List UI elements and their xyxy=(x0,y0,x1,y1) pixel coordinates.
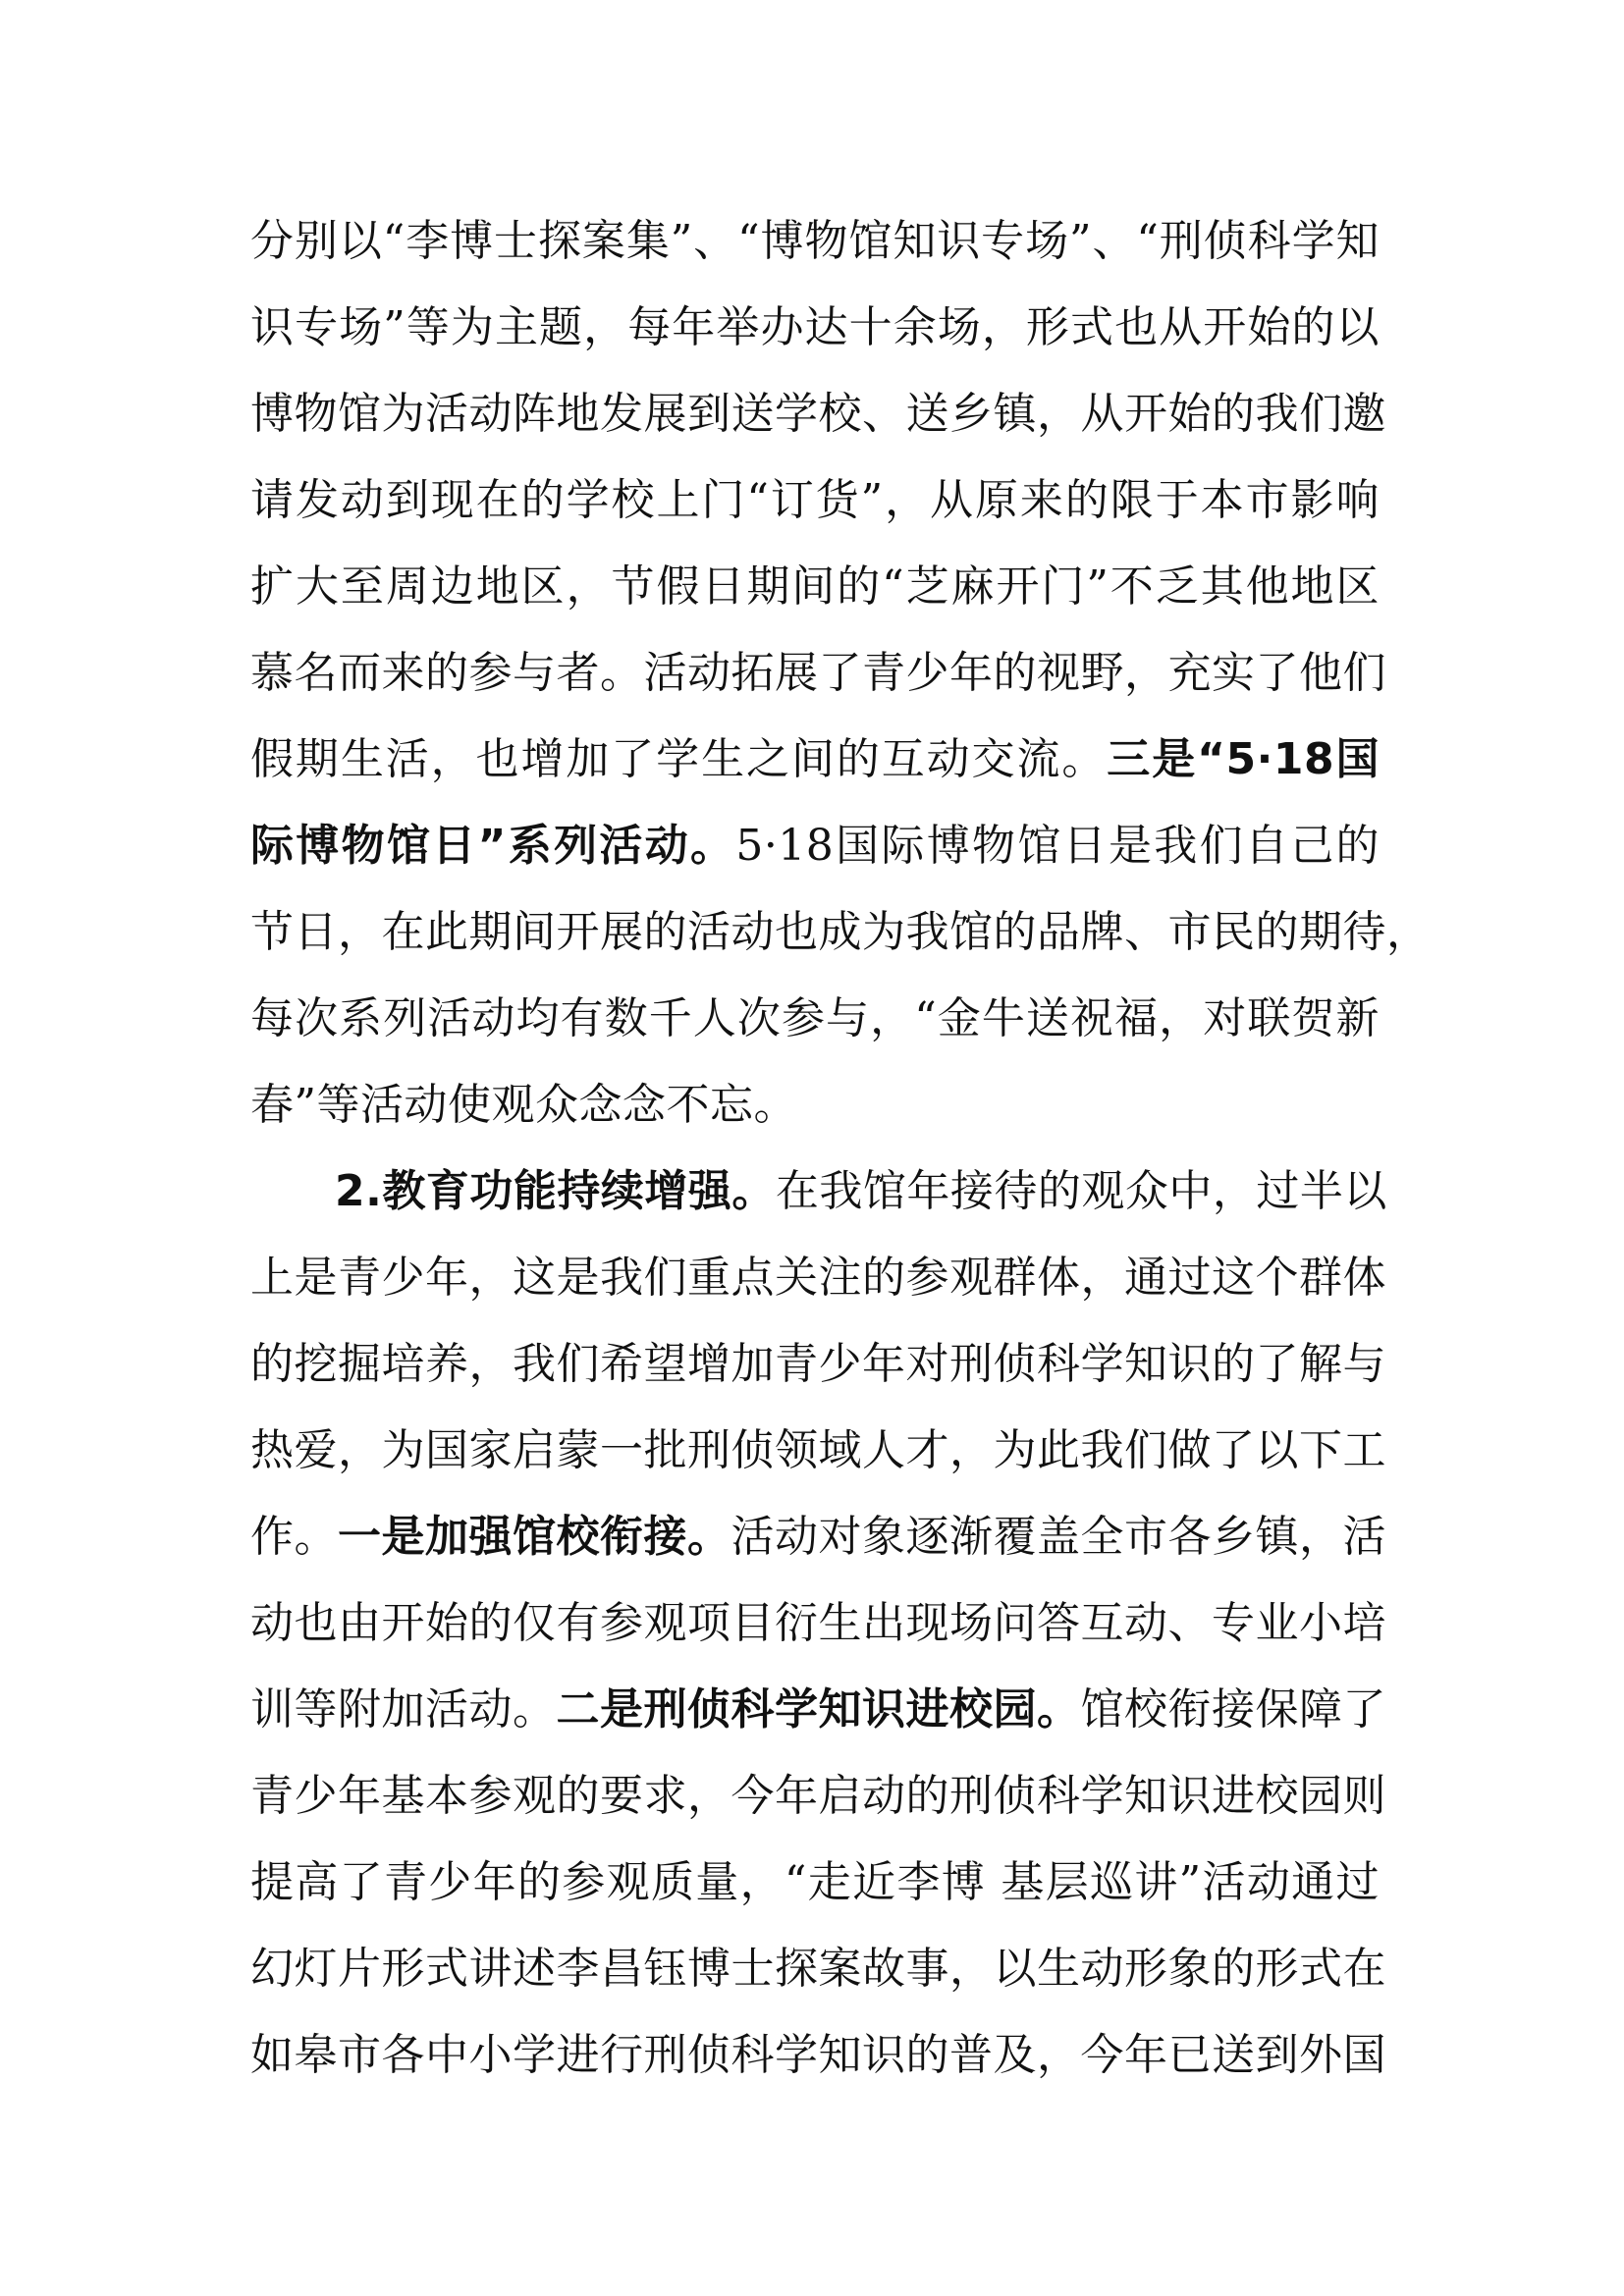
p2-line-5-text2: 活动对象逐渐覆盖全市各乡镇，活 xyxy=(731,1512,1386,1562)
p2-line-5 xyxy=(250,1494,1386,1580)
p1-line-9: 节日，在此期间开展的活动也成为我馆的品牌、市民的期待， xyxy=(250,907,1431,957)
p1-heading-three: 三是“5·18国 xyxy=(1107,734,1380,784)
p2-line-1-text: 在我馆年接待的观众中，过半以 xyxy=(775,1166,1387,1216)
p1-line-8-text: 5·18国际博物馆日是我们自己的 xyxy=(735,821,1380,871)
p2-line-8: 青少年基本参观的要求，今年启动的刑侦科学知识进校园则 xyxy=(250,1771,1386,1821)
p1-line-7-text: 假期生活，也增加了学生之间的互动交流。 xyxy=(250,734,1108,784)
p1-line-4: 请发动到现在的学校上门“订货”，从原来的限于本市影响 xyxy=(250,475,1380,525)
p2-heading-education: 2.教育功能持续增强。 xyxy=(335,1166,776,1216)
p2-line-3: 的挖掘培养，我们希望增加青少年对刑侦科学知识的了解与 xyxy=(250,1339,1386,1389)
p2-line-9: 提高了青少年的参观质量，“走近李博 基层巡讲”活动通过 xyxy=(250,1857,1380,1907)
p2-heading-one: 一是加强馆校衔接。 xyxy=(338,1512,731,1562)
p2-line-7-text2: 馆校衔接保障了 xyxy=(1080,1684,1386,1735)
p1-line-5: 扩大至周边地区，节假日期间的“芝麻开门”不乏其他地区 xyxy=(250,561,1380,612)
p1-line-6: 慕名而来的参与者。活动拓展了青少年的视野，充实了他们 xyxy=(250,648,1386,698)
p2-line-6: 动也由开始的仅有参观项目衍生出现场问答互动、专业小培 xyxy=(250,1598,1386,1648)
p1-line-3: 博物馆为活动阵地发展到送学校、送乡镇，从开始的我们邀 xyxy=(250,389,1386,439)
p2-line-1 xyxy=(335,1148,1387,1235)
p2-line-7-text: 训等附加活动。 xyxy=(250,1684,557,1735)
p2-line-10: 幻灯片形式讲述李昌钰博士探案故事，以生动形象的形式在 xyxy=(250,1944,1386,1994)
p1-line-8 xyxy=(250,803,1380,889)
p1-line-10: 每次系列活动均有数千人次参与，“金牛送祝福，对联贺新 xyxy=(250,993,1380,1043)
p1-line-11: 春”等活动使观众念念不忘。 xyxy=(250,1080,797,1130)
p1-line-2: 识专场”等为主题，每年举办达十余场，形式也从开始的以 xyxy=(250,302,1380,352)
p1-line-7 xyxy=(250,717,1380,803)
p2-line-7 xyxy=(250,1667,1386,1753)
p1-line-1: 分别以“李博士探案集”、“博物馆知识专场”、“刑侦科学知 xyxy=(250,216,1380,266)
p2-line-11: 如皋市各中小学进行刑侦科学知识的普及，今年已送到外国 xyxy=(250,2030,1386,2080)
p2-line-5-text: 作。 xyxy=(250,1512,338,1562)
p2-line-4: 热爱，为国家启蒙一批刑侦领域人才，为此我们做了以下工 xyxy=(250,1425,1386,1475)
p2-heading-two: 二是刑侦科学知识进校园。 xyxy=(556,1684,1081,1735)
p1-heading-three-cont: 际博物馆日”系列活动。 xyxy=(250,821,736,871)
p2-line-2: 上是青少年，这是我们重点关注的参观群体，通过这个群体 xyxy=(250,1253,1386,1303)
